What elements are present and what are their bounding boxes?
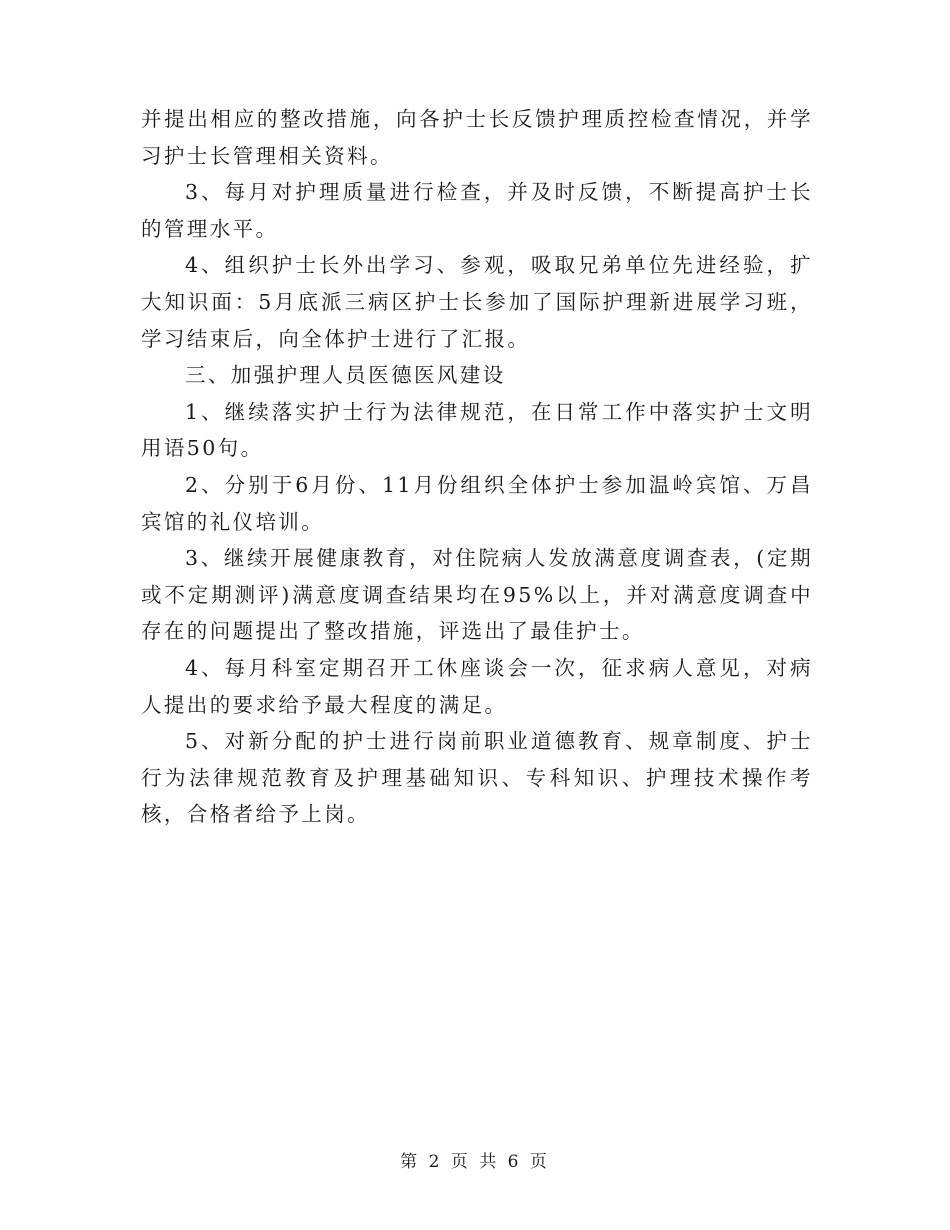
paragraph-item-4b: 4、每月科室定期召开工休座谈会一次，征求病人意见，对病人提出的要求给予最大程度的满足。	[141, 655, 813, 717]
paragraph-item-3: 3、每月对护理质量进行检查，并及时反馈，不断提高护士长的管理水平。	[141, 180, 813, 241]
paragraph-continuation: 并提出相应的整改措施，向各护士长反馈护理质控检查情况，并学习护士长管理相关资料。	[141, 107, 813, 168]
paragraph-item-3b: 3、继续开展健康教育，对住院病人发放满意度调查表，(定期或不定期测评)满意度调查结果均在95%以上，并对满意度调查中存在的问题提出了整改措施，评选出了最佳护士。	[141, 546, 813, 644]
paragraph-item-5: 5、对新分配的护士进行岗前职业道德教育、规章制度、护士行为法律规范教育及护理基础知识、专科知识、护理技术操作考核，合格者给予上岗。	[141, 729, 813, 827]
document-page	[141, 101, 813, 833]
paragraph-item-1: 1、继续落实护士行为法律规范，在日常工作中落实护士文明用语50句。	[141, 399, 813, 461]
page-number-footer: 第 2 页 共 6 页	[400, 1152, 550, 1172]
paragraph-item-2: 2、分别于6月份、11月份组织全体护士参加温岭宾馆、万昌宾馆的礼仪培训。	[141, 472, 813, 534]
section-heading: 三、加强护理人员医德医风建设	[185, 363, 506, 388]
paragraph-item-4: 4、组织护士长外出学习、参观，吸取兄弟单位先进经验，扩大知识面：5月底派三病区护士长参加了国际护理新进展学习班，学习结束后，向全体护士进行了汇报。	[141, 253, 813, 351]
